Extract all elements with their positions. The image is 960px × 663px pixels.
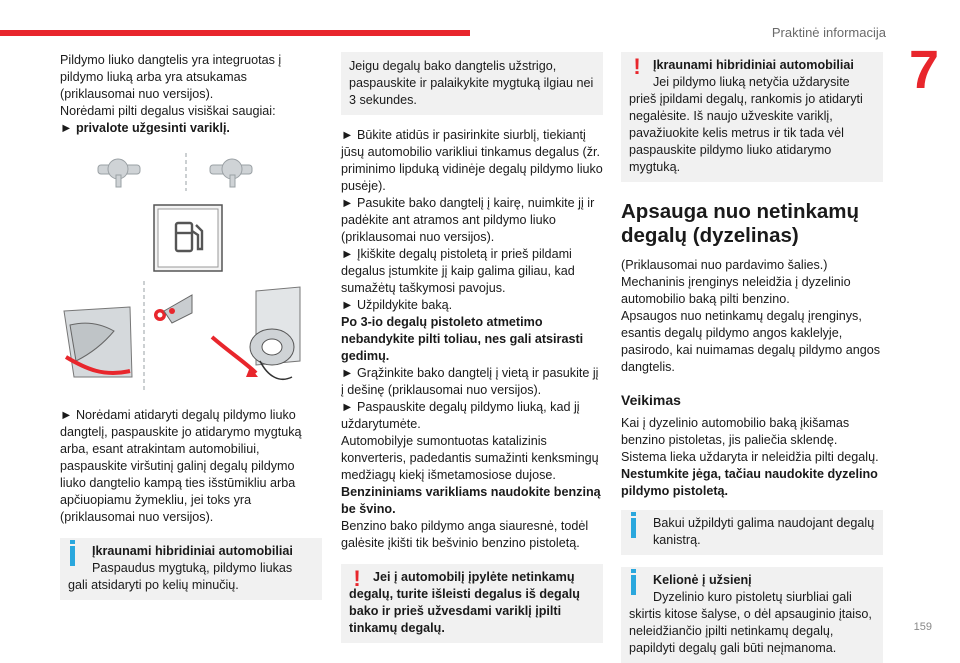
warning-box <box>621 52 883 182</box>
warning-box <box>341 564 603 643</box>
fuel-button-illustration <box>60 201 322 275</box>
paragraph: Mechaninis įrenginys neleidžia į dyzelinio automobilio baką pilti benzino. <box>621 275 851 306</box>
paragraph: Norėdami pilti degalus visiškai saugiai: <box>60 104 276 118</box>
warning-icon: ! <box>353 566 361 591</box>
bold-paragraph: Benzininiams varikliams naudokite benziną be švino. <box>341 485 601 516</box>
note-text: Bakui užpildyti galima naudojant degalų kanistrą. <box>653 516 875 547</box>
warning-icon: ! <box>633 54 641 79</box>
bullet-bold: ► privalote užgesinti variklį. <box>60 121 230 135</box>
bold-paragraph: Nestumkite jėga, tačiau naudokite dyzelino pildymo pistoletą. <box>621 467 878 498</box>
running-header: Praktinė informacija <box>771 25 886 40</box>
page-number: 159 <box>913 621 932 633</box>
header-accent-bar <box>0 30 470 36</box>
bullet: ► Pasukite bako dangtelį į kairę, nuimkite jį ir padėkite ant atramos ant pildymo liuko (priklausomai nuo versijos). <box>341 196 595 244</box>
info-note-box <box>621 510 883 555</box>
info-note-box <box>60 538 322 600</box>
subsection-heading: Veikimas <box>621 392 681 408</box>
info-icon <box>631 575 636 595</box>
note-text: Jeigu degalų bako dangtelis užstrigo, paspauskite ir palaikykite mygtuką ilgiau nei 3 sekundes. <box>349 59 594 107</box>
fuel-flap-illustration <box>60 281 322 395</box>
info-icon <box>70 546 75 566</box>
paragraph: Apsaugos nuo netinkamų degalų įrenginys, esantis degalų pildymo angos kaklelyje, pasirodo, kai nuimamas degalų pildymo angos dangtelis. <box>621 309 881 374</box>
warning-title: Įkraunami hibridiniai automobiliai <box>653 58 854 72</box>
paragraph: Automobilyje sumontuotas katalizinis konverteris, padedantis sumažinti kenksmingų medžiagų kiekį išmetamosiose dujose. <box>341 434 599 482</box>
bullet: ► Įkiškite degalų pistoletą ir prieš pildami degalus įstumkite jį kaip galima giliau, kad sumažėtų taškymosi pavojus. <box>341 247 575 295</box>
note-title: Įkraunami hibridiniai automobiliai <box>92 544 293 558</box>
note-text: Paspaudus mygtuką, pildymo liukas gali atsidaryti po kelių minučių. <box>68 561 293 592</box>
info-note-box <box>621 567 883 663</box>
bold-paragraph: Po 3-io degalų pistoleto atmetimo nebandykite pilti toliau, nes gali atsirasti gedimų. <box>341 315 584 363</box>
note-box <box>341 52 603 115</box>
paragraph: (Priklausomai nuo pardavimo šalies.) <box>621 258 828 272</box>
bullet: ► Grąžinkite bako dangtelį į vietą ir pasukite jį į dešinę (priklausomai nuo versijos). <box>341 366 599 397</box>
steering-wheels-illustration <box>60 151 322 193</box>
info-icon <box>631 518 636 538</box>
column-2 <box>341 52 603 643</box>
bullet: ► Būkite atidūs ir pasirinkite siurblį, tiekiantį jūsų automobilio varikliui tinkamus degalus (žr. priminimo lipduką vidinėje degalų pildymo liuko pusėje). <box>341 128 603 193</box>
bullet: ► Paspauskite degalų pildymo liuką, kad jį uždarytumėte. <box>341 400 580 431</box>
paragraph: Benzino bako pildymo anga siauresnė, todėl galėsite įkišti tik bešvinio benzino pistoletą. <box>341 519 589 550</box>
paragraph: Kai į dyzelinio automobilio baką įkišamas benzino pistoletas, jis paliečia sklendę. Sistema lieka uždaryta ir neleidžia pilti degalų. <box>621 416 879 464</box>
warning-text: Jei į automobilį įpylėte netinkamų degalų, turite išleisti degalus iš degalų bako ir prieš užvesdami variklį įpilti tinkamų degalų. <box>349 570 580 635</box>
column-3 <box>621 52 883 663</box>
bullet: ► Užpildykite baką. <box>341 298 453 312</box>
warning-text: Jei pildymo liuką netyčia uždarysite prieš įpildami degalų, rankomis jo atidaryti negalėsite. Iš naujo užveskite variklį, pavažiuokite kelis metrus ir tik tada vėl paspauskite pildymo liuko atidarymo mygtuką. <box>629 75 863 174</box>
column-1 <box>60 52 322 600</box>
note-title: Kelionė į užsienį <box>653 573 752 587</box>
section-heading: Apsauga nuo netinkamų degalų (dyzelinas) <box>621 200 860 247</box>
note-text: Dyzelinio kuro pistoletų siurbliai gali skirtis kitose šalyse, o dėl apsauginio įtaiso, neleidžiančio įpilti netinkamų degalų, papildyti degalų gali būti neįmanoma. <box>629 590 872 655</box>
chapter-number: 7 <box>908 40 940 100</box>
paragraph: ► Norėdami atidaryti degalų pildymo liuko dangtelį, paspauskite jo atidarymo mygtuką arba, esant atrakintam automobiliui, paspauskite viršutinį galinį degalų pildymo liuko dangtelio kampą ties išstūmikliu arba apčiuopiamu žymekliu, jei toks yra (priklausomai nuo versijos). <box>60 408 302 524</box>
paragraph: Pildymo liuko dangtelis yra integruotas į pildymo liuką arba yra atsukamas (priklausomai nuo versijos). <box>60 53 282 101</box>
